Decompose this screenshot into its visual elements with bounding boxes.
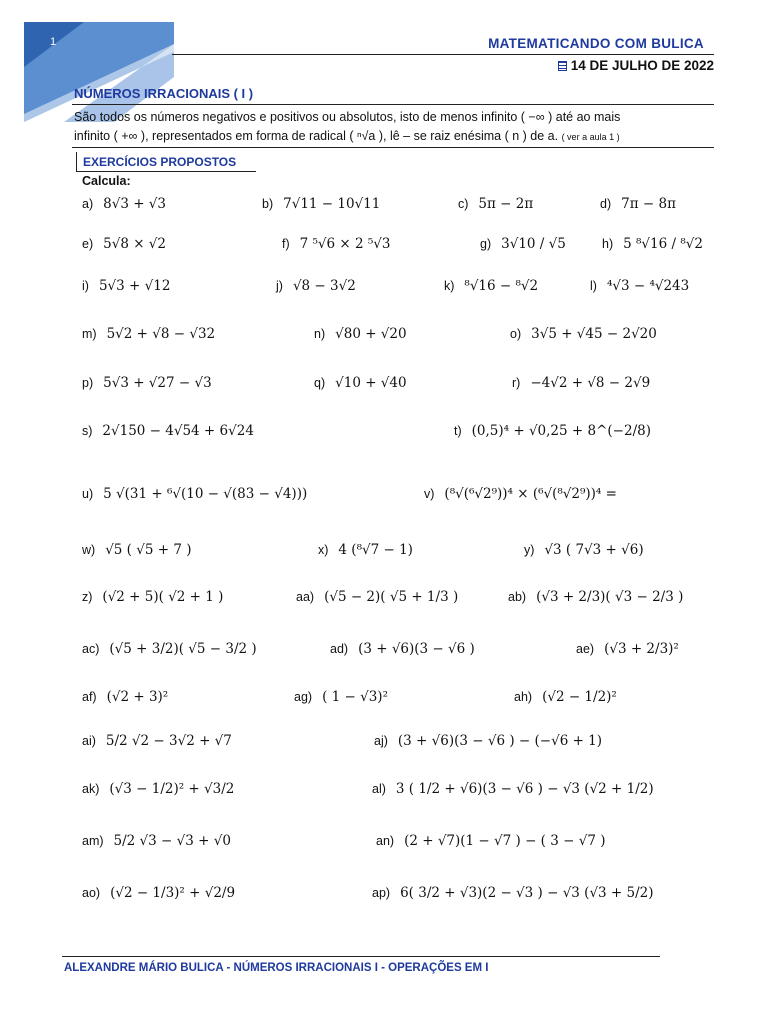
exercise-item: aj) (3 + √6)(3 − √6 ) − (−√6 + 1): [374, 733, 603, 749]
intro-line-2: infinito ( +∞ ), representados em forma de radical ( ⁿ√a ), lê – se raiz enésima ( n ) de a.: [74, 129, 559, 143]
footer-rule: [62, 956, 660, 957]
exercise-item: q) √10 + √40: [314, 375, 407, 391]
exercise-item: m) 5√2 + √8 − √32: [82, 326, 216, 342]
exercise-item: j) √8 − 3√2: [276, 278, 356, 294]
footer-text: ALEXANDRE MÁRIO BULICA - NÚMEROS IRRACIONAIS I - OPERAÇÕES EM I: [64, 962, 489, 974]
exercise-item: h) 5 ⁸√16 / ⁸√2: [602, 236, 703, 252]
exercise-item: al) 3 ( 1/2 + √6)(3 − √6 ) − √3 (√2 + 1/2): [372, 781, 654, 797]
exercise-item: s) 2√150 − 4√54 + 6√24: [82, 423, 254, 439]
exercise-item: d) 7π − 8π: [600, 196, 676, 212]
exercise-item: ai) 5/2 √2 − 3√2 + √7: [82, 733, 232, 749]
exercise-item: o) 3√5 + √45 − 2√20: [510, 326, 657, 342]
exercises-title-rule: [76, 171, 256, 172]
exercise-item: a) 8√3 + √3: [82, 196, 166, 212]
exercise-item: n) √80 + √20: [314, 326, 407, 342]
section-title: NÚMEROS IRRACIONAIS ( I ): [74, 86, 254, 101]
exercise-item: g) 3√10 / √5: [480, 236, 566, 252]
exercise-item: p) 5√3 + √27 − √3: [82, 375, 212, 391]
exercise-item: f) 7 ⁵√6 × 2 ⁵√3: [282, 236, 391, 252]
exercise-item: b) 7√11 − 10√11: [262, 196, 381, 212]
exercise-item: w) √5 ( √5 + 7 ): [82, 542, 192, 558]
calendar-icon: [558, 61, 567, 71]
exercise-item: af) (√2 + 3)²: [82, 689, 169, 705]
exercise-item: ac) (√5 + 3/2)( √5 − 3/2 ): [82, 641, 257, 657]
intro-rule-bottom: [72, 147, 714, 148]
exercise-item: v) (⁸√(⁶√2⁹))⁴ × (⁶√(⁸√2⁹))⁴ =: [424, 486, 617, 502]
exercise-item: c) 5π − 2π: [458, 196, 534, 212]
intro-paragraph: [74, 108, 718, 147]
brand-title: MATEMATICANDO COM BULICA: [488, 36, 704, 51]
exercise-item: x) 4 (⁸√7 − 1): [318, 542, 413, 558]
intro-note: ( ver a aula 1 ): [561, 132, 620, 142]
exercise-item: k) ⁸√16 − ⁸√2: [444, 278, 539, 294]
exercise-item: ae) (√3 + 2/3)²: [576, 641, 679, 657]
exercise-item: ap) 6( 3/2 + √3)(2 − √3 ) − √3 (√3 + 5/2): [372, 885, 654, 901]
exercise-item: u) 5 √(31 + ⁶√(10 − √(83 − √4))): [82, 486, 308, 502]
exercise-item: aa) (√5 − 2)( √5 + 1/3 ): [296, 589, 459, 605]
exercise-item: i) 5√3 + √12: [82, 278, 171, 294]
exercise-item: ab) (√3 + 2/3)( √3 − 2/3 ): [508, 589, 684, 605]
exercise-item: ah) (√2 − 1/2)²: [514, 689, 617, 705]
exercises-title: EXERCÍCIOS PROPOSTOS: [76, 152, 236, 172]
exercise-item: l) ⁴√3 − ⁴√243: [590, 278, 690, 294]
exercise-item: ag) ( 1 − √3)²: [294, 689, 388, 705]
exercise-item: r) −4√2 + √8 − 2√9: [512, 375, 651, 391]
exercise-item: y) √3 ( 7√3 + √6): [524, 542, 644, 558]
exercise-item: ad) (3 + √6)(3 − √6 ): [330, 641, 475, 657]
intro-rule-top: [72, 104, 714, 105]
exercise-item: z) (√2 + 5)( √2 + 1 ): [82, 589, 224, 605]
exercise-item: t) (0,5)⁴ + √0,25 + 8^(−2/8): [454, 423, 651, 439]
date-line: [558, 58, 714, 73]
header-rule: [172, 54, 714, 55]
exercise-item: am) 5/2 √3 − √3 + √0: [82, 833, 231, 849]
page-number: 1: [50, 36, 57, 48]
corner-decoration: [24, 22, 174, 122]
intro-line-1: São todos os números negativos e positivos ou absolutos, isto de menos infinito ( −∞ ) até ao mais: [74, 110, 621, 124]
calcula-label: Calcula:: [82, 174, 131, 188]
exercise-item: ao) (√2 − 1/3)² + √2/9: [82, 885, 236, 901]
exercise-item: an) (2 + √7)(1 − √7 ) − ( 3 − √7 ): [376, 833, 606, 849]
exercise-item: ak) (√3 − 1/2)² + √3/2: [82, 781, 235, 797]
date-text: 14 DE JULHO DE 2022: [570, 58, 714, 73]
exercise-item: e) 5√8 × √2: [82, 236, 166, 252]
